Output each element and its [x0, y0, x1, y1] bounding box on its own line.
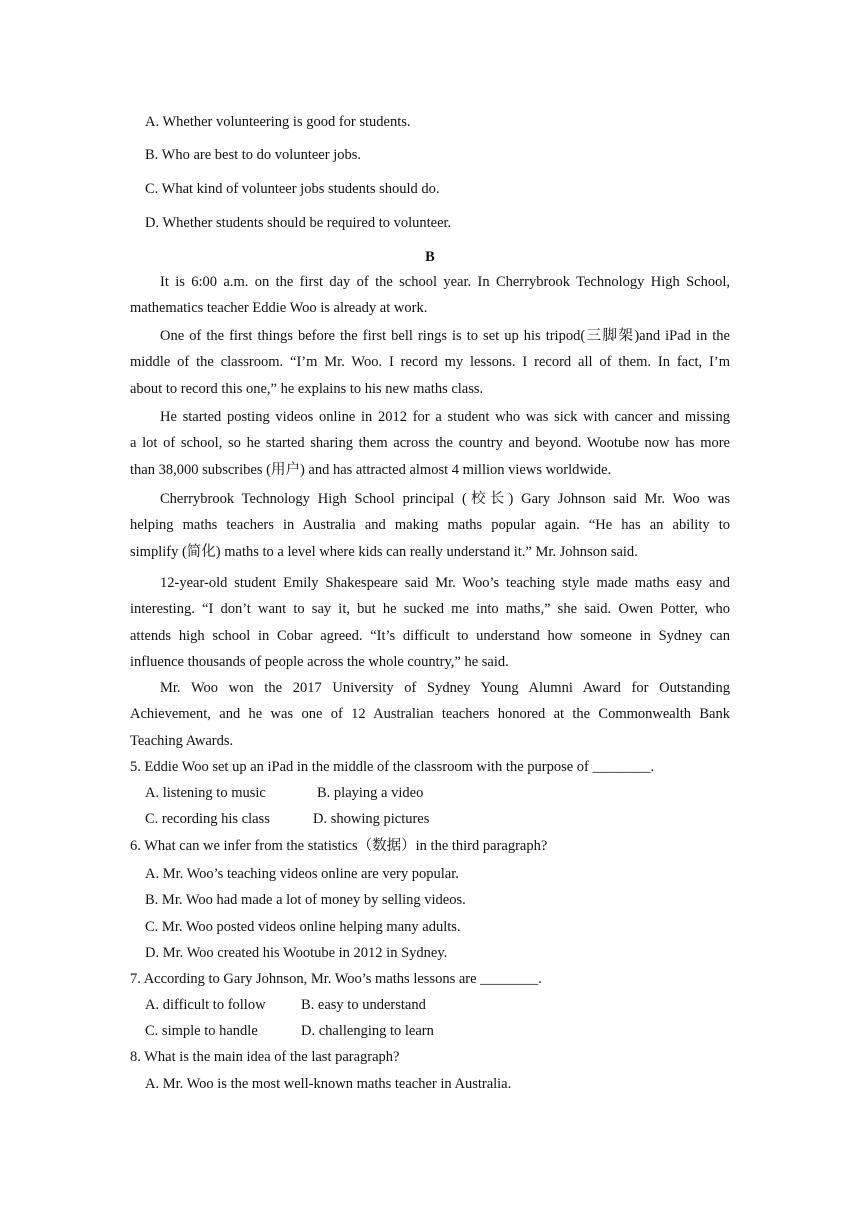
section-heading: B [425, 249, 435, 265]
paragraph-5 [130, 570, 730, 675]
question-6-option-b: B. Mr. Woo had made a lot of money by selling videos. [145, 892, 466, 908]
question-6-option-c: C. Mr. Woo posted videos online helping many adults. [145, 919, 461, 935]
question-5-options-row-1 [145, 784, 423, 802]
question-5-stem: 5. Eddie Woo set up an iPad in the middle of the classroom with the purpose of ________. [130, 759, 655, 775]
question-5-option-b: B. playing a video [317, 785, 424, 801]
paragraph-line: interesting. “I don’t want to say it, but he sucked me into maths,” she said. Owen Potter, who [130, 601, 730, 618]
question-7-options-row-1 [145, 996, 426, 1014]
paragraph-line: Mr. Woo won the 2017 University of Sydney Young Alumni Award for Outstanding [160, 680, 730, 696]
paragraph-line: than 38,000 subscribes (用户) and has attracted almost 4 million views worldwide. [130, 461, 612, 478]
paragraph-line: mathematics teacher Eddie Woo is already at work. [130, 300, 428, 317]
question-7-option-b: B. easy to understand [301, 997, 426, 1013]
paragraph-line: 12-year-old student Emily Shakespeare said Mr. Woo’s teaching style made maths easy and [160, 575, 730, 591]
paragraph-3 [130, 404, 730, 483]
question-8-option-a: A. Mr. Woo is the most well-known maths teacher in Australia. [145, 1076, 512, 1092]
question-5-option-a: A. listening to music [145, 785, 266, 801]
paragraph-line: simplify (简化) maths to a level where kids can really understand it.” Mr. Johnson said. [130, 543, 638, 560]
question-5-option-c: C. recording his class [145, 811, 270, 827]
paragraph-line: One of the first things before the first bell rings is to set up his tripod(三脚架)and iPad in the [160, 328, 730, 344]
question-6-stem: 6. What can we infer from the statistics（数据）in the third paragraph? [130, 838, 548, 854]
paragraph-2 [130, 323, 730, 402]
question-7-option-c: C. simple to handle [145, 1023, 258, 1039]
question-7-option-d: D. challenging to learn [301, 1023, 434, 1039]
paragraph-line: attends high school in Cobar agreed. “It’s difficult to understand how someone in Sydney can [130, 627, 730, 644]
paragraph-1 [130, 269, 730, 322]
question-5-option-d: D. showing pictures [313, 811, 430, 827]
prev-option-b: B. Who are best to do volunteer jobs. [145, 147, 361, 163]
paragraph-line: middle of the classroom. “I’m Mr. Woo. I record my lessons. I record all of them. In fact, I’m [130, 354, 730, 371]
question-7-option-a: A. difficult to follow [145, 997, 266, 1013]
question-6-option-d: D. Mr. Woo created his Wootube in 2012 in Sydney. [145, 945, 448, 961]
paragraph-6 [130, 675, 730, 754]
question-7-options-row-2 [145, 1022, 434, 1040]
paragraph-4 [130, 486, 730, 565]
paragraph-line: about to record this one,” he explains to his new maths class. [130, 380, 484, 397]
paragraph-line: Cherrybrook Technology High School principal (校长) Gary Johnson said Mr. Woo was [160, 491, 730, 507]
paragraph-line: He started posting videos online in 2012 for a student who was sick with cancer and missing [160, 409, 730, 425]
prev-option-d: D. Whether students should be required to volunteer. [145, 215, 452, 231]
prev-option-a: A. Whether volunteering is good for students. [145, 114, 411, 130]
paragraph-line: Teaching Awards. [130, 732, 234, 749]
question-7-stem: 7. According to Gary Johnson, Mr. Woo’s maths lessons are ________. [130, 971, 542, 987]
paragraph-line: influence thousands of people across the whole country,” he said. [130, 653, 509, 670]
question-8-stem: 8. What is the main idea of the last paragraph? [130, 1049, 400, 1065]
paragraph-line: Achievement, and he was one of 12 Australian teachers honored at the Commonwealth Bank [130, 706, 730, 723]
question-6-option-a: A. Mr. Woo’s teaching videos online are very popular. [145, 866, 459, 882]
prev-option-c: C. What kind of volunteer jobs students should do. [145, 181, 440, 197]
question-5-options-row-2 [145, 810, 429, 828]
paragraph-line: It is 6:00 a.m. on the first day of the school year. In Cherrybrook Technology High School, [160, 274, 730, 290]
paragraph-line: a lot of school, so he started sharing them across the country and beyond. Wootube now has more [130, 435, 730, 452]
paragraph-line: helping maths teachers in Australia and making maths popular again. “He has an ability to [130, 517, 730, 534]
